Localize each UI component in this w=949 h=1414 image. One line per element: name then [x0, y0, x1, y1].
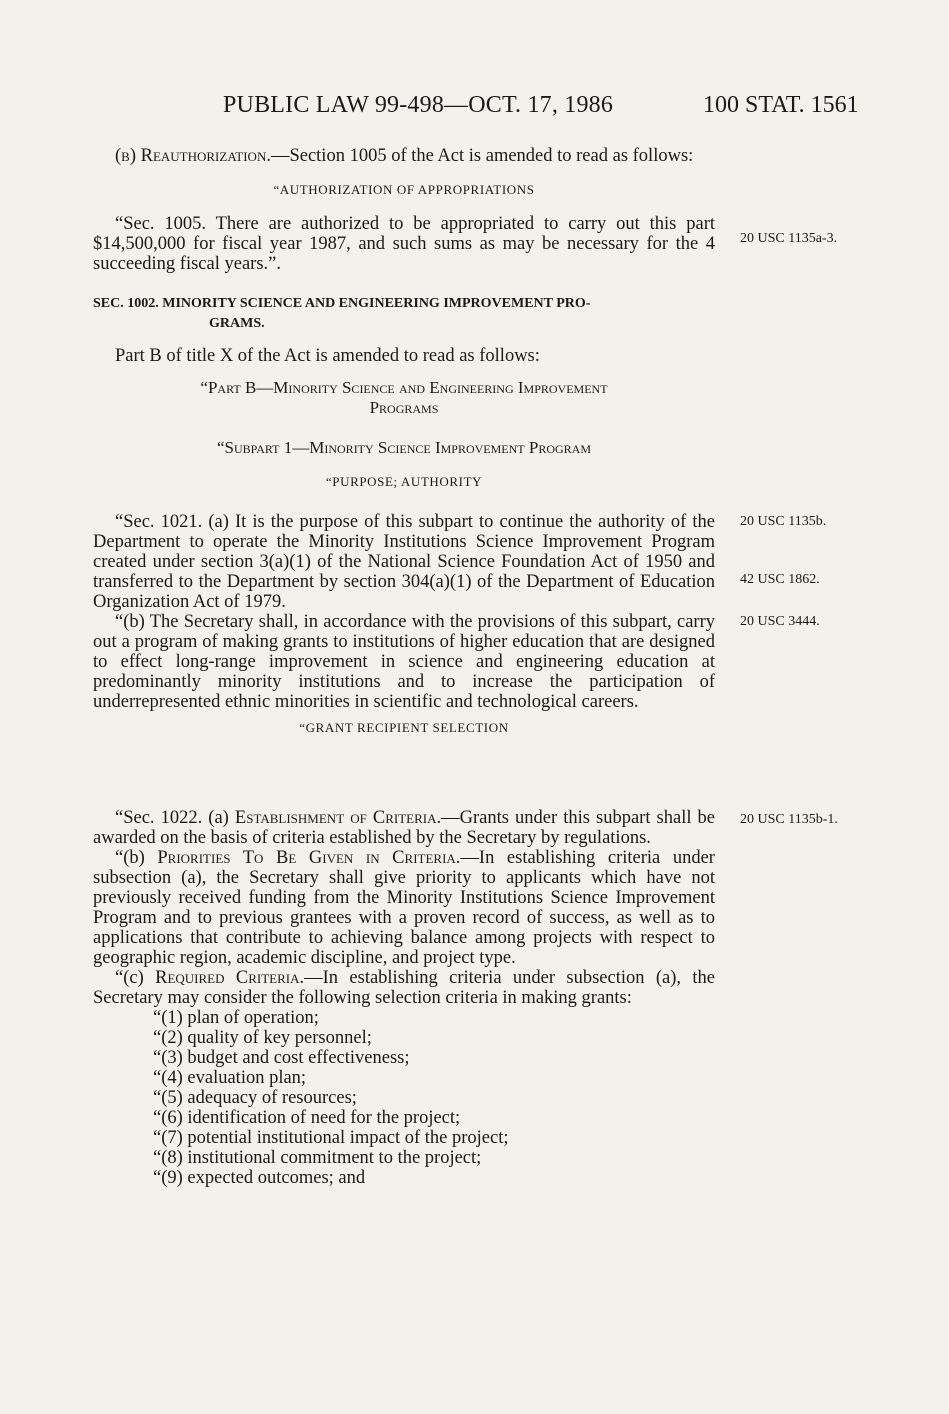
margin-note-usc: 20 USC 1135b.	[740, 514, 827, 529]
list-item: “(5) adequacy of resources;	[153, 1088, 357, 1108]
page-header-stat: 100 STAT. 1561	[703, 92, 859, 118]
list-item: “(1) plan of operation;	[153, 1008, 319, 1028]
section-1022-b	[93, 848, 715, 968]
margin-note-usc: 20 USC 1135b-1.	[740, 812, 838, 827]
margin-note-usc: 20 USC 1135a-3.	[740, 231, 838, 246]
section-1022-a-prefix: “Sec. 1022. (a)	[115, 808, 235, 828]
section-1005-text: “Sec. 1005. There are authorized to be appropriated to carry out this part $14,500,000 for fiscal year 1987, and such sums as may be necessary for the 4 succeeding fiscal years.”.	[93, 214, 715, 274]
section-1021-block	[93, 512, 715, 738]
section-1021-a: “Sec. 1021. (a) It is the purpose of this subpart to continue the authority of the Department to operate the Minority Institutions Science Improvement Program created under section 3(a)(1) of the National Science Foundation Act of 1950 and transferred to the Department by section 304(a)(1) of the Department of Education Organization Act of 1979.	[93, 512, 715, 612]
section-1002-heading-line2: GRAMS.	[209, 316, 265, 331]
section-1002-heading	[93, 294, 715, 334]
list-item: “(8) institutional commitment to the project;	[153, 1148, 482, 1168]
margin-note-usc: 42 USC 1862.	[740, 572, 820, 587]
section-1022-c-text: —In establishing criteria under subsection (a), the Secretary may consider the following selection criteria in making grants:	[93, 968, 715, 1008]
purpose-authority-heading: “PURPOSE; AUTHORITY	[325, 474, 483, 489]
list-item: “(4) evaluation plan;	[153, 1068, 307, 1088]
section-1022-c	[93, 968, 715, 1008]
section-1022-c-label: Required Criteria.	[155, 968, 305, 988]
list-item: “(6) identification of need for the project;	[153, 1108, 461, 1128]
section-1022-c-prefix: “(c)	[115, 968, 156, 988]
section-1002-block	[93, 294, 715, 492]
section-1002-intro: Part B of title X of the Act is amended to read as follows:	[115, 346, 540, 366]
page-header-law: PUBLIC LAW 99-498—OCT. 17, 1986	[223, 92, 614, 118]
section-1022-b-prefix: “(b)	[115, 848, 158, 868]
margin-note-usc: 20 USC 3444.	[740, 614, 820, 629]
grant-recipient-heading: “GRANT RECIPIENT SELECTION	[299, 720, 509, 735]
part-b-heading-line1: “Part B—Minority Science and Engineering Improvement	[200, 378, 608, 397]
section-1022-a	[93, 808, 715, 848]
list-item: “(2) quality of key personnel;	[153, 1028, 372, 1048]
reauthorization-label: (b) Reauthorization.	[115, 146, 271, 166]
section-1022-a-text: —Grants under this subpart shall be awarded on the basis of criteria established by the Secretary by regulations.	[93, 808, 715, 848]
criteria-list	[93, 1008, 715, 1188]
section-1002-heading-line1: SEC. 1002. MINORITY SCIENCE AND ENGINEERING IMPROVEMENT PRO-	[93, 296, 591, 311]
list-item: “(3) budget and cost effectiveness;	[153, 1048, 410, 1068]
part-b-heading-line2: Programs	[369, 398, 439, 417]
section-1022-a-label: Establishment of Criteria.	[234, 808, 442, 828]
reauthorization-paragraph	[93, 146, 715, 166]
section-1022-block	[93, 808, 715, 1188]
section-1022-b-label: Priorities To Be Given in Criteria.	[157, 848, 461, 868]
reauthorization-text: —Section 1005 of the Act is amended to read as follows:	[270, 146, 694, 166]
reauthorization-block	[93, 146, 715, 274]
list-item: “(7) potential institutional impact of the project;	[153, 1128, 509, 1148]
list-item: “(9) expected outcomes; and	[153, 1168, 366, 1188]
section-1022-b-text: —In establishing criteria under subsection (a), the Secretary shall give priority to applicants which have not previously received funding from the Minority Institutions Science Improvement Program and to previous grantees with a proven record of success, as well as to applications that contribute to achieving balance among projects with respect to geographic region, academic discipline, and project type.	[93, 848, 715, 968]
appropriations-heading: “AUTHORIZATION OF APPROPRIATIONS	[273, 182, 535, 197]
subpart-1-heading: “Subpart 1—Minority Science Improvement Program	[216, 438, 592, 457]
section-1021-b: “(b) The Secretary shall, in accordance with the provisions of this subpart, carry out a program of making grants to institutions of higher education that are designed to effect long-range improvement in science and engineering education at predominantly minority institutions and to increase the participation of underrepresented ethnic minorities in scientific and technological careers.	[93, 612, 715, 712]
